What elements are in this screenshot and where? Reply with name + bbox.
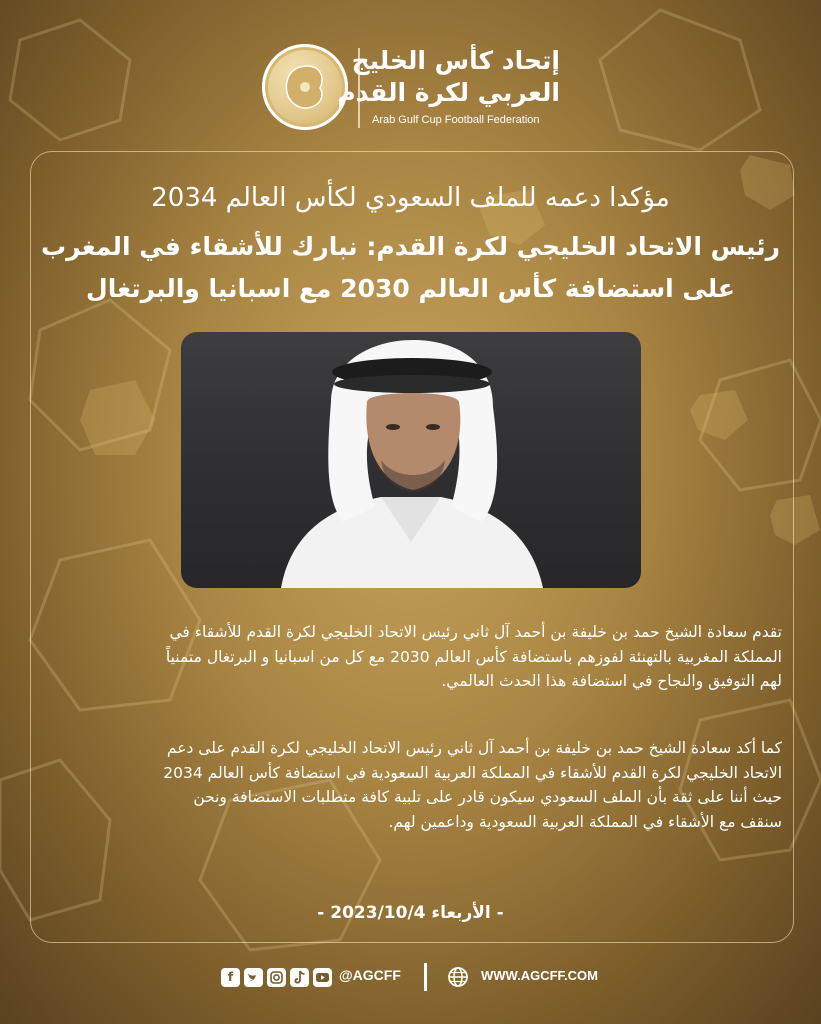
social-handle[interactable]: @AGCFF <box>339 967 401 983</box>
federation-name-arabic-line2: العربي لكرة القدم <box>337 78 560 107</box>
paragraph-2-line: حيث أننا على ثقة بأن الملف السعودي سيكون قادر على تلبية كافة متطلبات الاستضافة ونحن <box>193 788 782 806</box>
facebook-icon[interactable]: f <box>221 968 240 987</box>
footer-divider <box>424 963 427 991</box>
article-paragraph-2 <box>38 736 782 834</box>
footer <box>215 962 615 994</box>
federation-header <box>262 42 582 134</box>
website-link[interactable]: WWW.AGCFF.COM <box>481 968 598 983</box>
paragraph-2-line: سنقف مع الأشقاء في المملكة العربية السعودية وداعمين لهم. <box>388 812 782 831</box>
article-subtitle: مؤكدا دعمه للملف السعودي لكأس العالم 2034 <box>151 183 670 213</box>
article-date: - الأربعاء 2023/10/4 - <box>317 903 504 923</box>
instagram-icon[interactable] <box>267 968 286 987</box>
article-headline-line1: رئيس الاتحاد الخليجي لكرة القدم: نبارك للأشقاء في المغرب <box>41 232 780 261</box>
article-headline-line2: على استضافة كأس العالم 2030 مع اسبانيا والبرتغال <box>86 274 735 303</box>
article-paragraph-1 <box>38 620 782 694</box>
paragraph-2-line: كما أكد سعادة الشيخ حمد بن خليفة بن أحمد آل ثاني رئيس الاتحاد الخليجي لكرة القدم على دعم <box>166 739 782 757</box>
federation-name-arabic-line1: إتحاد كأس الخليج <box>351 46 560 75</box>
twitter-icon[interactable] <box>244 968 263 987</box>
paragraph-2-line: الاتحاد الخليجي لكرة القدم للأشقاء في المملكة العربية السعودية في استضافة كأس العالم 2034 <box>163 763 782 782</box>
youtube-icon[interactable] <box>313 968 332 987</box>
globe-icon <box>447 966 469 988</box>
paragraph-1-line: لهم التوفيق والنجاح في استضافة هذا الحدث العالمي. <box>441 672 782 690</box>
paragraph-1-line: المملكة المغربية بالتهنئة لفوزهم باستضافة كأس العالم 2030 مع كل من اسبانيا و البرتغال متمنياً <box>165 647 782 666</box>
tiktok-icon[interactable] <box>290 968 309 987</box>
federation-name-english: Arab Gulf Cup Football Federation <box>372 114 540 126</box>
federation-logo <box>262 44 348 130</box>
paragraph-1-line: تقدم سعادة الشيخ حمد بن خليفة بن أحمد آل ثاني رئيس الاتحاد الخليجي لكرة القدم للأشقاء في <box>169 623 782 641</box>
portrait-photo <box>181 332 641 588</box>
